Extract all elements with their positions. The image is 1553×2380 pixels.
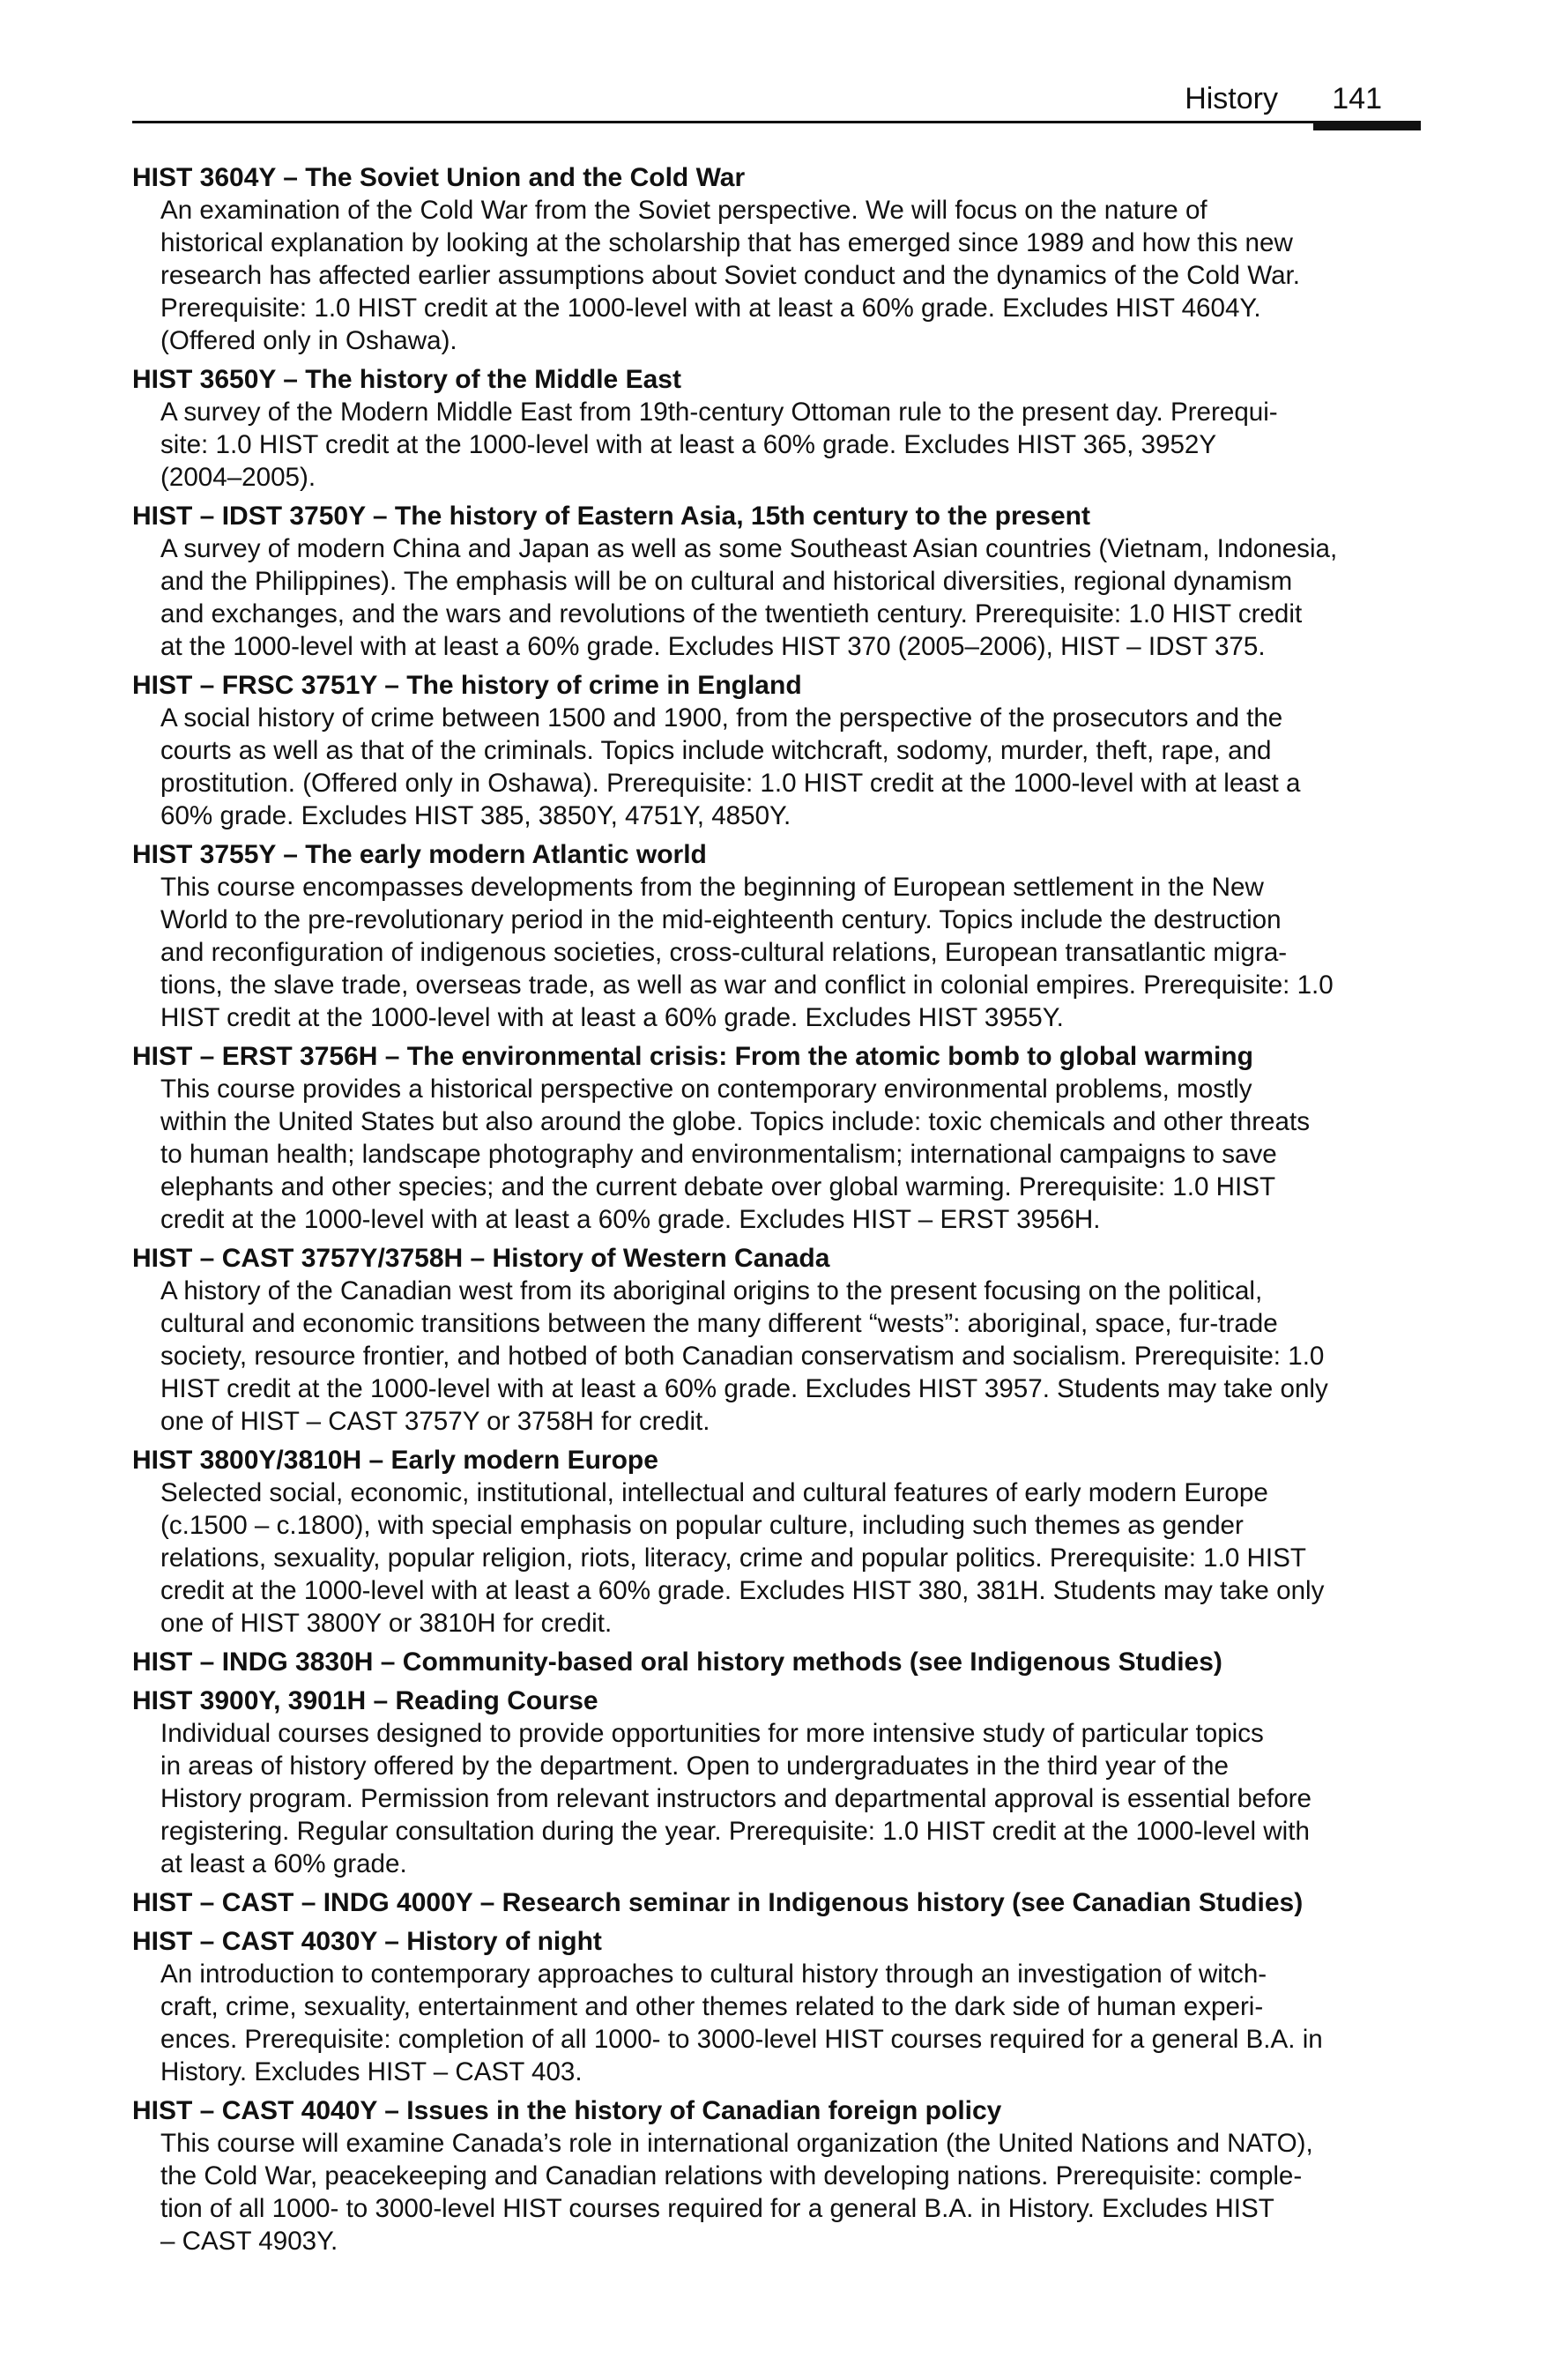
course-entry	[132, 1925, 1421, 2088]
header-tab-bar	[1313, 121, 1421, 130]
course-title: HIST 3900Y, 3901H – Reading Course	[132, 1686, 598, 1715]
course-title: HIST – CAST 3757Y/3758H – History of Western Canada	[132, 1244, 830, 1273]
header-rule	[132, 121, 1421, 123]
course-entry	[132, 1886, 1421, 1919]
course-description: This course encompasses developments from the beginning of European settlement in the New World to the pre-revolutionary period in the mid-eighteenth century. Topics include the destruction and reconfiguration of indigenous societies, cross-cultural relations, European transatlantic migra- tions, the slave trade, overseas trade, as well as war and conflict in colonial empires. Prerequisite: 1.0 HIST credit at the 1000-level with at least a 60% grade. Excludes HIST 3955Y.	[160, 873, 1334, 1032]
course-title: HIST – CAST 4030Y – History of night	[132, 1927, 602, 1956]
course-title: HIST – CAST – INDG 4000Y – Research seminar in Indigenous history (see Canadian Studies)	[132, 1888, 1304, 1917]
course-title: HIST – INDG 3830H – Community-based oral history methods (see Indigenous Studies)	[132, 1647, 1222, 1677]
course-entry	[132, 363, 1421, 494]
page-number: 141	[1332, 82, 1382, 115]
course-description: A social history of crime between 1500 and 1900, from the perspective of the prosecutors and the courts as well as that of the criminals. Topics include witchcraft, sodomy, murder, theft, rape, and prostitution. (Offered only in Oshawa). Prerequisite: 1.0 HIST credit at the 1000-level with at least a 60% grade. Excludes HIST 385, 3850Y, 4751Y, 4850Y.	[160, 703, 1301, 830]
course-entry	[132, 1040, 1421, 1236]
course-entry	[132, 669, 1421, 832]
course-title: HIST – ERST 3756H – The environmental crisis: From the atomic bomb to global warming	[132, 1042, 1253, 1071]
course-entry	[132, 838, 1421, 1034]
course-title: HIST – IDST 3750Y – The history of Eastern Asia, 15th century to the present	[132, 502, 1090, 531]
course-description: An examination of the Cold War from the Soviet perspective. We will focus on the nature of historical explanation by looking at the scholarship that has emerged since 1989 and how this new research has affected earlier assumptions about Soviet conduct and the dynamics of the Cold War. Prerequisite: 1.0 HIST credit at the 1000-level with at least a 60% grade. Excludes HIST 4604Y. (Offered only in Oshawa).	[160, 196, 1300, 355]
course-title: HIST 3604Y – The Soviet Union and the Cold War	[132, 163, 746, 192]
header-section-title: History	[1185, 82, 1278, 115]
course-entry	[132, 500, 1421, 663]
course-description: This course will examine Canada’s role in international organization (the United Nations and NATO), the Cold War, peacekeeping and Canadian relations with developing nations. Prerequisite: comple- tion of all 1000- to 3000-level HIST courses required for a general B.A. in History. Excludes HIST – CAST 4903Y.	[160, 2129, 1313, 2256]
course-title: HIST – CAST 4040Y – Issues in the history of Canadian foreign policy	[132, 2096, 1002, 2125]
course-description: This course provides a historical perspective on contemporary environmental problems, mostly within the United States but also around the globe. Topics include: toxic chemicals and other threats to human health; landscape photography and environmentalism; international campaigns to save elephants and other species; and the current debate over global warming. Prerequisite: 1.0 HIST credit at the 1000-level with at least a 60% grade. Excludes HIST – ERST 3956H.	[160, 1075, 1310, 1234]
course-description: A history of the Canadian west from its aboriginal origins to the present focusing on the political, cultural and economic transitions between the many different “wests”: aboriginal, space, fur-trade society, resource frontier, and hotbed of both Canadian conservatism and socialism. Prerequisite: 1.0 HIST credit at the 1000-level with at least a 60% grade. Excludes HIST 3957. Students may take only one of HIST – CAST 3757Y or 3758H for credit.	[160, 1276, 1328, 1436]
course-entry	[132, 1646, 1421, 1678]
course-title: HIST 3800Y/3810H – Early modern Europe	[132, 1446, 658, 1475]
course-title: HIST 3755Y – The early modern Atlantic world	[132, 840, 707, 869]
course-description: Selected social, economic, institutional, intellectual and cultural features of early modern Europe (c.1500 – c.1800), with special emphasis on popular culture, including such themes as gender relations, sexuality, popular religion, riots, literacy, crime and popular politics. Prerequisite: 1.0 HIST credit at the 1000-level with at least a 60% grade. Excludes HIST 380, 381H. Students may take only one of HIST 3800Y or 3810H for credit.	[160, 1478, 1325, 1638]
course-entry	[132, 1685, 1421, 1880]
course-description: A survey of modern China and Japan as well as some Southeast Asian countries (Vietnam, Indonesia, and the Philippines). The emphasis will be on cultural and historical diversities, regional dynamism and exchanges, and the wars and revolutions of the twentieth century. Prerequisite: 1.0 HIST credit at the 1000-level with at least a 60% grade. Excludes HIST 370 (2005–2006), HIST – IDST 375.	[160, 534, 1338, 661]
course-entry	[132, 161, 1421, 357]
running-header	[132, 78, 1421, 123]
course-description: A survey of the Modern Middle East from 19th-century Ottoman rule to the present day. Prerequi- site: 1.0 HIST credit at the 1000-level with at least a 60% grade. Excludes HIST 365, 3952Y (2004–2005).	[160, 398, 1278, 492]
course-description: An introduction to contemporary approaches to cultural history through an investigation of witch- craft, crime, sexuality, entertainment and other themes related to the dark side of human experi- ences. Prerequisite: completion of all 1000- to 3000-level HIST courses required for a general B.A. in History. Excludes HIST – CAST 403.	[160, 1960, 1323, 2086]
course-entry	[132, 2094, 1421, 2257]
course-list	[132, 161, 1421, 2264]
course-description: Individual courses designed to provide opportunities for more intensive study of particular topics in areas of history offered by the department. Open to undergraduates in the third year of the History program. Permission from relevant instructors and departmental approval is essential before registering. Regular consultation during the year. Prerequisite: 1.0 HIST credit at the 1000-level with at least a 60% grade.	[160, 1719, 1312, 1878]
course-title: HIST – FRSC 3751Y – The history of crime in England	[132, 671, 802, 700]
course-entry	[132, 1242, 1421, 1438]
course-title: HIST 3650Y – The history of the Middle East	[132, 365, 681, 394]
course-entry	[132, 1444, 1421, 1640]
